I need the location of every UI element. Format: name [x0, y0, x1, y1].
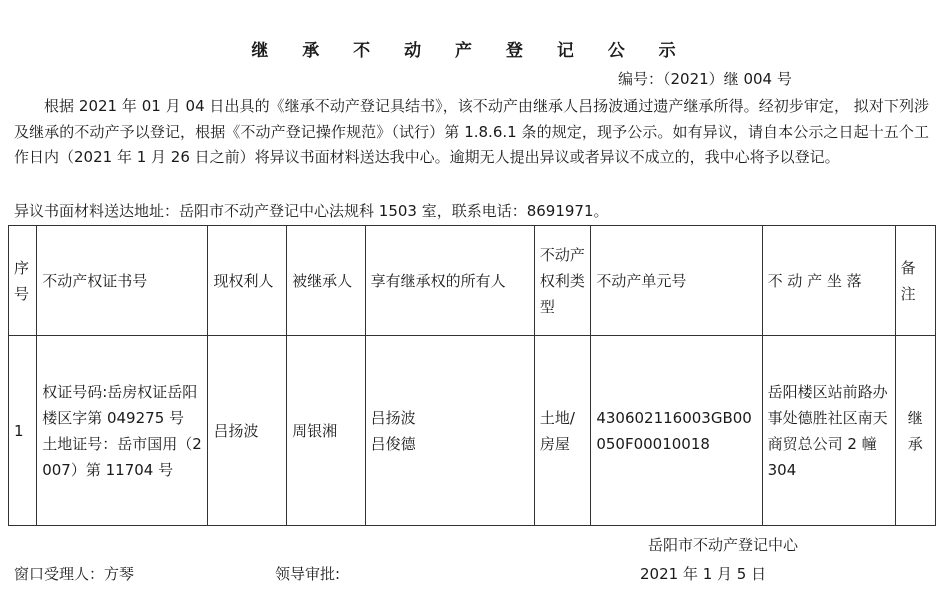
header-remark: 备注	[895, 226, 935, 336]
cell-current-holder: 吕扬波	[208, 336, 287, 526]
header-seq: 序号	[9, 226, 37, 336]
objection-address: 异议书面材料送达地址：岳阳市不动产登记中心法规科 1503 室，联系电话：8691971。	[14, 202, 609, 220]
notice-paragraph: 根据 2021 年 01 月 04 日出具的《继承不动产登记具结书》，该不动产由继承人吕扬波通过遗产继承所得。经初步审定， 拟对下列涉及继承的不动产予以登记，根据《不动产登记操作规范》（试行）第 1.8.6.1 条的规定，现予公示。如有异议，请自本公示之日起十五个工作日内（2021 年 1 月 26 日之前）将异议书面材料送达我中心。逾期无人提出异议或者异议不成立的，我中心将予以登记。	[14, 97, 929, 166]
window-clerk: 窗口受理人：方琴	[14, 565, 135, 583]
heir-name: 吕俊德	[370, 434, 416, 453]
issue-date: 2021 年 1 月 5 日	[640, 565, 767, 583]
header-current-holder: 现权利人	[208, 226, 287, 336]
header-location: 不 动 产 坐 落	[762, 226, 895, 336]
cell-right-type: 土地/房屋	[534, 336, 590, 526]
cell-heirs	[365, 336, 534, 526]
document-number: 编号：（2021）继 004 号	[618, 70, 792, 88]
issuing-organization: 岳阳市不动产登记中心	[648, 536, 799, 554]
cell-seq: 1	[9, 336, 37, 526]
header-unit-no: 不动产单元号	[591, 226, 762, 336]
header-cert-no: 不动产权证书号	[37, 226, 208, 336]
cell-unit-no: 430602116003GB00050F00010018	[591, 336, 762, 526]
cell-location: 岳阳楼区站前路办事处德胜社区南天商贸总公司 2 幢 304	[762, 336, 895, 526]
cell-cert-no: 权证号码:岳房权证岳阳楼区字第 049275 号 土地证号：岳市国用（2007）第 11704 号	[37, 336, 208, 526]
header-right-type: 不动产权利类型	[534, 226, 590, 336]
header-heirs: 享有继承权的所有人	[365, 226, 534, 336]
page-title: 继 承 不 动 产 登 记 公 示	[251, 41, 690, 61]
table-row	[9, 336, 936, 526]
table-header-row	[9, 226, 936, 336]
leader-approval: 领导审批:	[275, 565, 341, 583]
header-deceased: 被继承人	[287, 226, 366, 336]
registration-table	[8, 225, 936, 526]
cell-deceased: 周银湘	[287, 336, 366, 526]
heir-name: 吕扬波	[370, 408, 416, 427]
cell-remark: 继承	[895, 336, 935, 526]
